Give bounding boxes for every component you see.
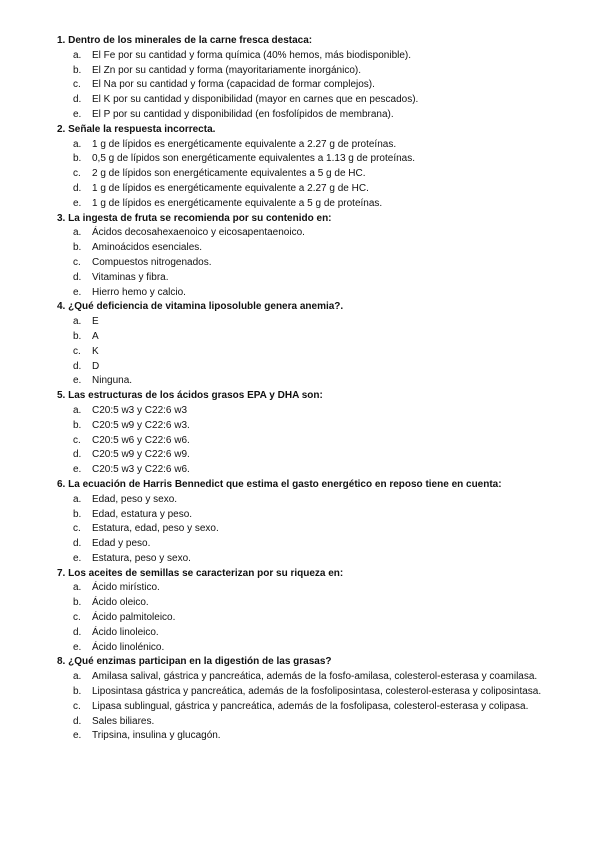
option-text: C20:5 w9 y C22:6 w3.: [92, 419, 190, 431]
option-letter: d.: [73, 360, 82, 372]
option-text: Edad, estatura y peso.: [92, 508, 193, 520]
answer-option: [57, 167, 547, 182]
answer-option: [57, 138, 547, 153]
option-letter: b.: [73, 597, 82, 609]
option-text: Lipasa sublingual, gástrica y pancreática, además de la fosfolipasa, colesterol-esterasa y colipasa.: [92, 700, 529, 712]
answer-option: [57, 241, 547, 256]
option-letter: b.: [73, 419, 82, 431]
option-letter: e.: [73, 286, 82, 298]
question-block: [57, 212, 547, 301]
option-text: El Zn por su cantidad y forma (mayoritariamente inorgánico).: [92, 64, 362, 76]
answer-option: [57, 641, 547, 656]
question-block: [57, 478, 547, 567]
answer-option: [57, 419, 547, 434]
question-title: 3. La ingesta de fruta se recomienda por su contenido en:: [57, 212, 332, 224]
answer-option: [57, 64, 547, 79]
option-text: Compuestos nitrogenados.: [92, 256, 212, 268]
question-block: [57, 567, 547, 656]
option-letter: d.: [73, 94, 82, 106]
question-block: [57, 34, 547, 123]
answer-option: [57, 345, 547, 360]
option-text: El Na por su cantidad y forma (capacidad de formar complejos).: [92, 79, 375, 91]
option-letter: a.: [73, 493, 82, 505]
answer-option: [57, 611, 547, 626]
option-letter: d.: [73, 538, 82, 550]
answer-option: [57, 315, 547, 330]
option-letter: e.: [73, 641, 82, 653]
question-title: 5. Las estructuras de los ácidos grasos EPA y DHA son:: [57, 390, 323, 402]
option-text: 1 g de lípidos es energéticamente equivalente a 2.27 g de HC.: [92, 182, 369, 194]
option-text: El Fe por su cantidad y forma química (40% hemos, más biodisponible).: [92, 49, 412, 61]
option-text: Ácido linoleico.: [92, 626, 159, 638]
answer-option: [57, 256, 547, 271]
answer-option: [57, 374, 547, 389]
answer-option: [57, 404, 547, 419]
option-text: Estatura, edad, peso y sexo.: [92, 523, 219, 535]
option-letter: e.: [73, 552, 82, 564]
option-letter: a.: [73, 49, 82, 61]
answer-option: [57, 286, 547, 301]
answer-option: [57, 670, 547, 685]
answer-option: [57, 448, 547, 463]
question-title: 6. La ecuación de Harris Bennedict que estima el gasto energético en reposo tiene en cuenta:: [57, 478, 502, 490]
option-text: El K por su cantidad y disponibilidad (mayor en carnes que en pescados).: [92, 94, 419, 106]
answer-option: [57, 434, 547, 449]
answer-option: [57, 596, 547, 611]
question-title: 1. Dentro de los minerales de la carne fresca destaca:: [57, 35, 313, 46]
option-text: E: [92, 316, 99, 328]
option-letter: a.: [73, 316, 82, 328]
question-title: 7. Los aceites de semillas se caracterizan por su riqueza en:: [57, 567, 344, 579]
answer-option: [57, 508, 547, 523]
option-text: Ácido palmitoleico.: [92, 612, 176, 624]
option-text: 1 g de lípidos es energéticamente equivalente a 2.27 g de proteínas.: [92, 138, 397, 150]
option-letter: b.: [73, 508, 82, 520]
answer-option: [57, 93, 547, 108]
option-letter: d.: [73, 182, 82, 194]
option-letter: d.: [73, 449, 82, 461]
question-title: 2. Señale la respuesta incorrecta.: [57, 123, 216, 135]
option-letter: d.: [73, 715, 82, 727]
option-letter: b.: [73, 64, 82, 76]
answer-option: [57, 537, 547, 552]
option-letter: d.: [73, 271, 82, 283]
option-text: Ácido mirístico.: [92, 582, 160, 594]
option-letter: e.: [73, 197, 82, 209]
option-letter: b.: [73, 242, 82, 254]
option-letter: a.: [73, 582, 82, 594]
option-letter: c.: [73, 434, 81, 446]
question-title: 8. ¿Qué enzimas participan en la digestión de las grasas?: [57, 656, 332, 668]
option-letter: b.: [73, 686, 82, 698]
option-letter: e.: [73, 464, 82, 476]
option-text: Vitaminas y fibra.: [92, 271, 169, 283]
option-letter: c.: [73, 345, 81, 357]
option-letter: a.: [73, 671, 82, 683]
answer-option: [57, 581, 547, 596]
option-text: Liposintasa gástrica y pancreática, además de la fosfoliposintasa, colesterol-esterasa y coliposintasa.: [92, 686, 542, 698]
answer-option: [57, 197, 547, 212]
option-letter: b.: [73, 330, 82, 342]
question-block: [57, 300, 547, 389]
answer-option: [57, 626, 547, 641]
answer-option: [57, 463, 547, 478]
option-text: Edad y peso.: [92, 538, 151, 550]
answer-option: [57, 700, 547, 715]
answer-option: [57, 729, 547, 744]
answer-option: [57, 330, 547, 345]
option-text: K: [92, 345, 99, 357]
option-letter: a.: [73, 404, 82, 416]
answer-option: [57, 152, 547, 167]
question-block: [57, 389, 547, 478]
answer-option: [57, 108, 547, 123]
option-letter: d.: [73, 626, 82, 638]
answer-option: [57, 493, 547, 508]
option-letter: e.: [73, 108, 82, 120]
option-text: C20:5 w6 y C22:6 w6.: [92, 434, 190, 446]
option-letter: c.: [73, 700, 81, 712]
option-text: 1 g de lípidos es energéticamente equivalente a 5 g de proteínas.: [92, 197, 383, 209]
answer-option: [57, 49, 547, 64]
answer-option: [57, 360, 547, 375]
option-letter: c.: [73, 523, 81, 535]
question-block: [57, 655, 547, 744]
option-letter: c.: [73, 612, 81, 624]
option-text: Ácido oleico.: [92, 597, 149, 609]
answer-option: [57, 685, 547, 700]
option-text: 0,5 g de lípidos son energéticamente equivalentes a 1.13 g de proteínas.: [92, 153, 416, 165]
answer-option: [57, 271, 547, 286]
option-letter: e.: [73, 730, 82, 742]
option-text: Aminoácidos esenciales.: [92, 242, 203, 254]
option-letter: a.: [73, 227, 82, 239]
option-letter: e.: [73, 375, 82, 387]
option-text: C20:5 w9 y C22:6 w9.: [92, 449, 190, 461]
option-text: 2 g de lípidos son energéticamente equivalentes a 5 g de HC.: [92, 168, 366, 180]
question-title: 4. ¿Qué deficiencia de vitamina liposoluble genera anemia?.: [57, 301, 344, 313]
answer-option: [57, 715, 547, 730]
option-text: Ninguna.: [92, 375, 133, 387]
option-letter: b.: [73, 153, 82, 165]
answer-option: [57, 552, 547, 567]
option-letter: a.: [73, 138, 82, 150]
quiz-content: [57, 34, 547, 744]
option-text: El P por su cantidad y disponibilidad (en fosfolípidos de membrana).: [92, 108, 394, 120]
option-text: A: [92, 330, 99, 342]
option-text: D: [92, 360, 100, 372]
option-text: Estatura, peso y sexo.: [92, 552, 191, 564]
option-text: Ácidos decosahexaenoico y eicosapentaenoico.: [92, 227, 305, 239]
answer-option: [57, 226, 547, 241]
option-text: C20:5 w3 y C22:6 w3: [92, 404, 188, 416]
answer-option: [57, 522, 547, 537]
option-text: Hierro hemo y calcio.: [92, 286, 186, 298]
question-block: [57, 123, 547, 212]
option-text: C20:5 w3 y C22:6 w6.: [92, 464, 190, 476]
option-letter: c.: [73, 256, 81, 268]
option-text: Sales biliares.: [92, 715, 155, 727]
option-text: Ácido linolénico.: [92, 641, 165, 653]
option-letter: c.: [73, 79, 81, 91]
option-text: Amilasa salival, gástrica y pancreática, además de la fosfo-amilasa, colesterol-esterasa y coamilasa.: [92, 671, 538, 683]
option-letter: c.: [73, 168, 81, 180]
answer-option: [57, 182, 547, 197]
option-text: Edad, peso y sexo.: [92, 493, 178, 505]
answer-option: [57, 78, 547, 93]
option-text: Tripsina, insulina y glucagón.: [92, 730, 221, 742]
